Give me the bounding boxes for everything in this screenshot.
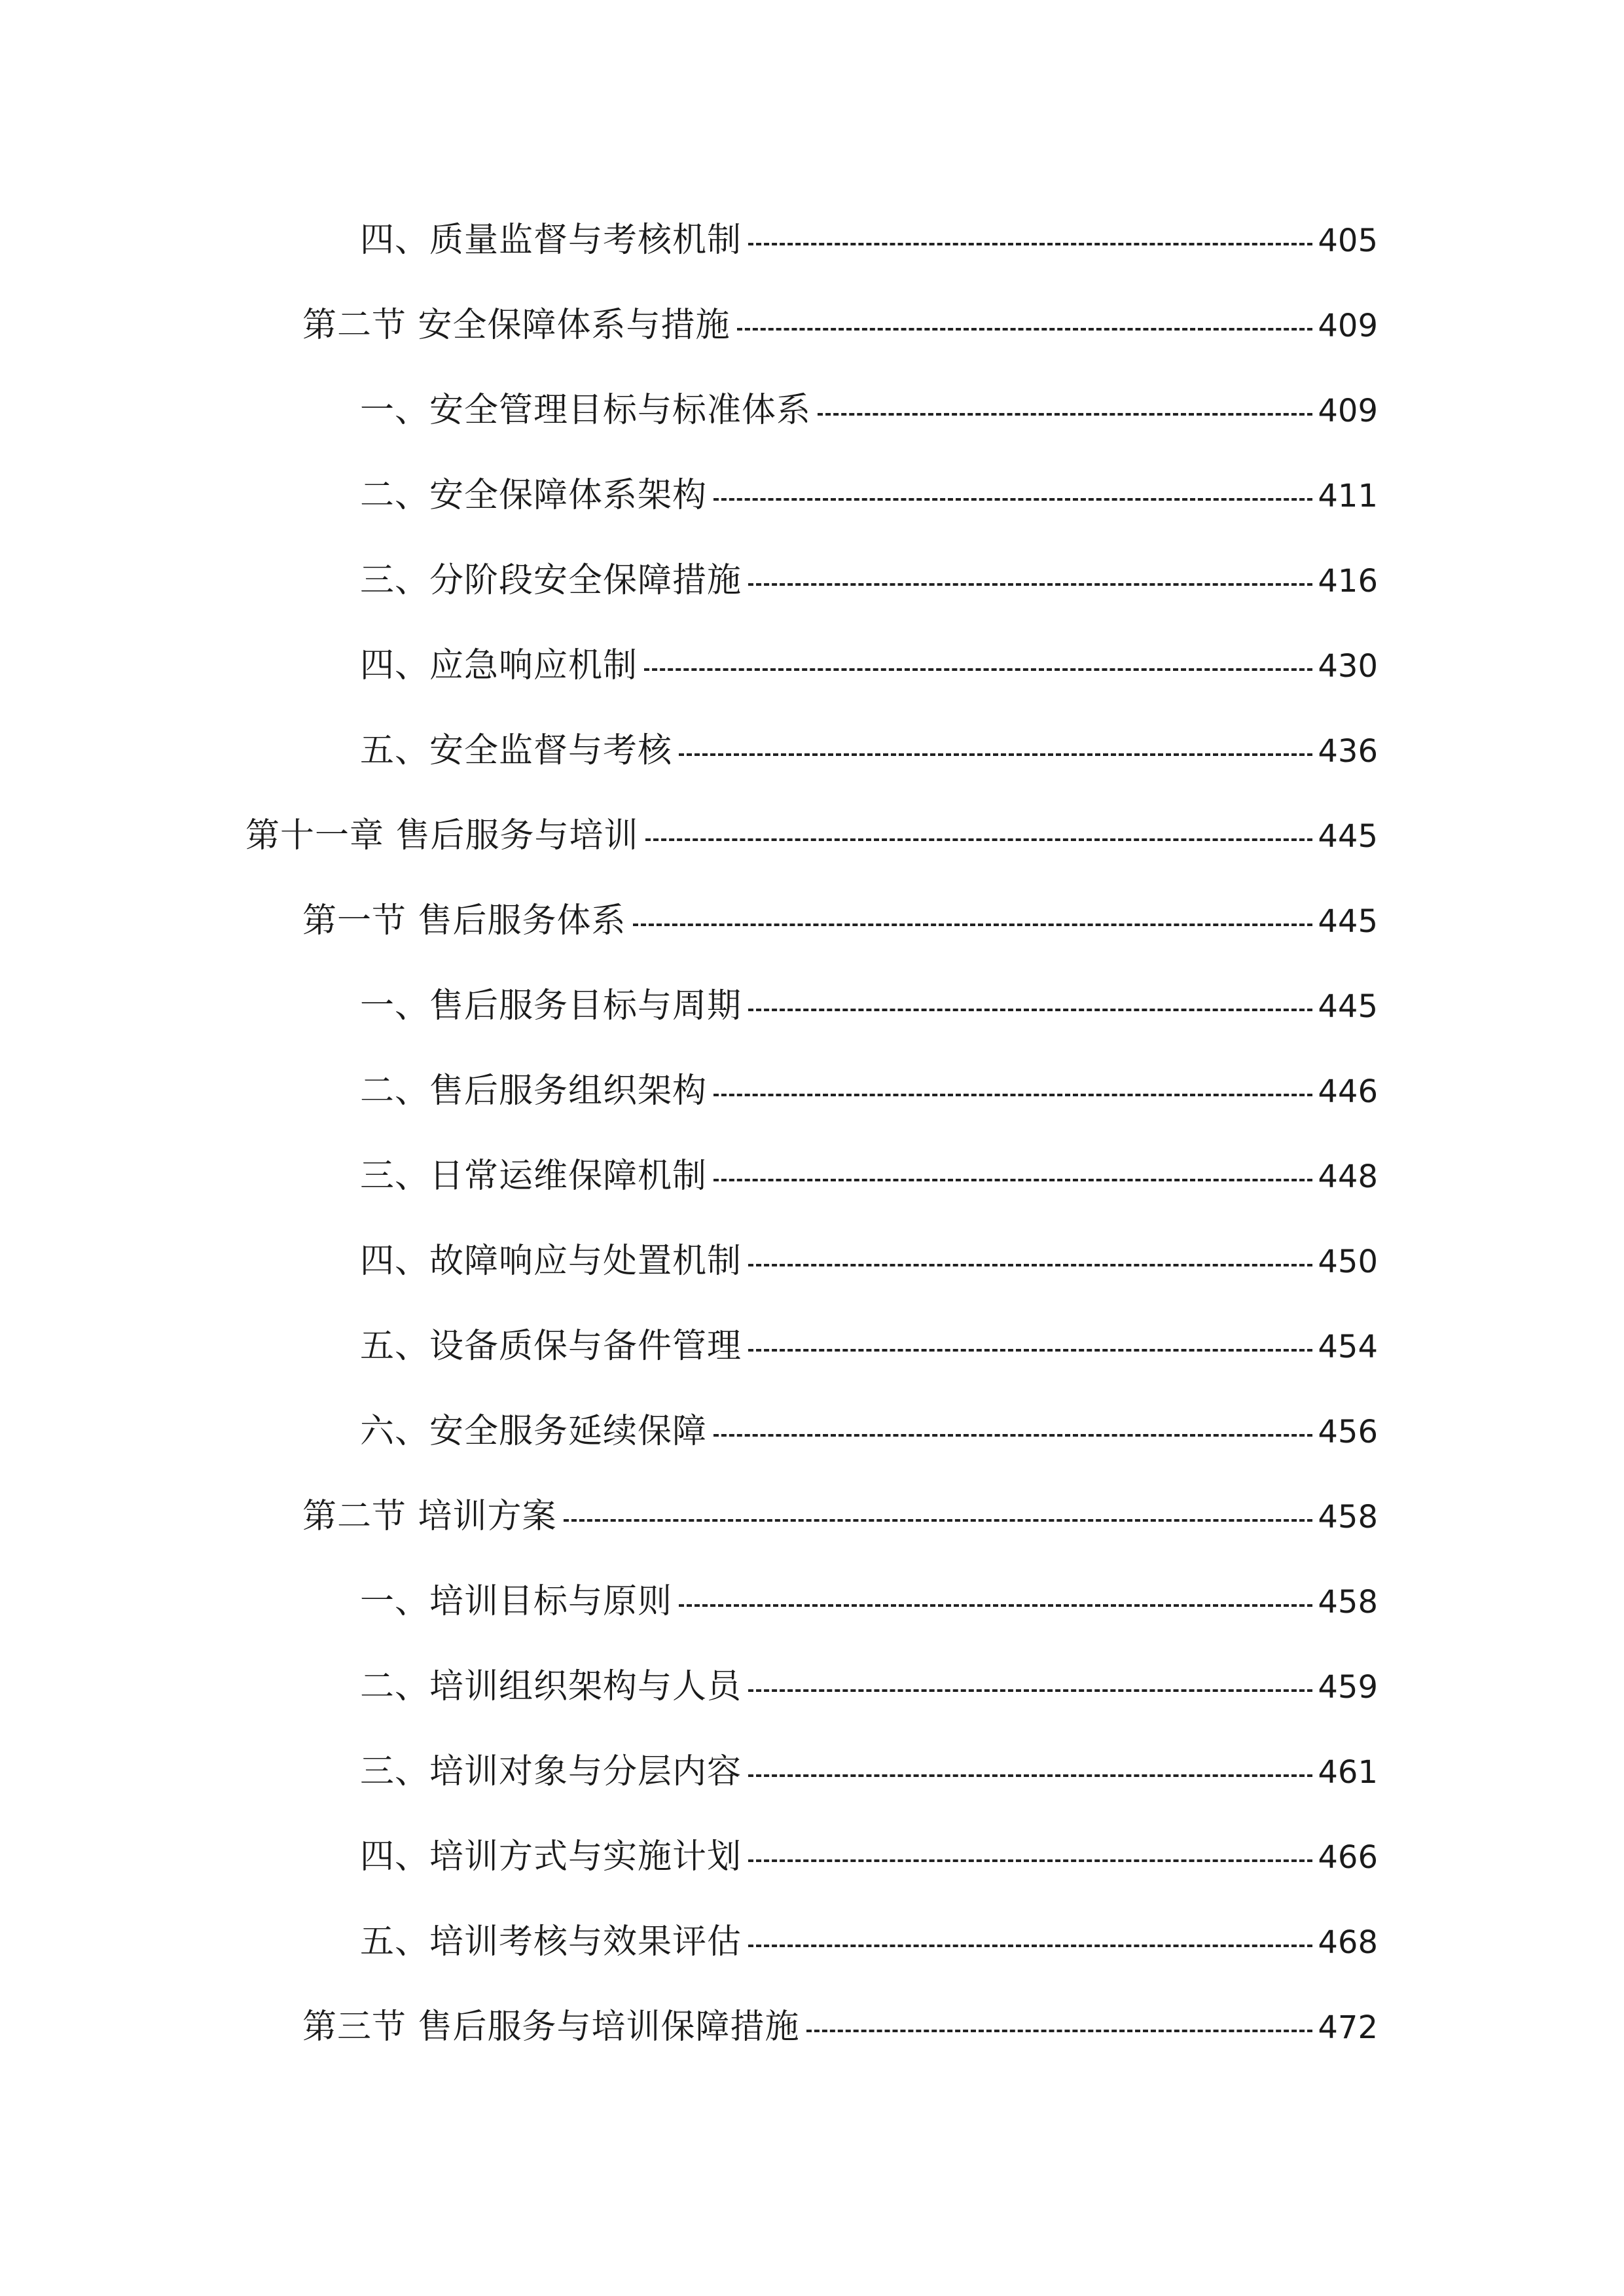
toc-dot-leader xyxy=(644,668,1312,671)
toc-entry-page: 458 xyxy=(1318,1499,1378,1535)
toc-dot-leader xyxy=(713,1094,1312,1096)
toc-entry[interactable] xyxy=(360,1320,1378,1372)
toc-entry-title: 五、安全监督与考核 xyxy=(360,731,673,770)
toc-dot-leader xyxy=(748,1009,1312,1011)
toc-dot-leader xyxy=(806,2030,1313,2032)
toc-dot-leader xyxy=(748,1774,1312,1777)
toc-dot-leader xyxy=(737,328,1313,331)
toc-entry-title: 六、安全服务延续保障 xyxy=(360,1412,708,1451)
toc-entry[interactable] xyxy=(360,1916,1378,1968)
toc-dot-leader xyxy=(818,413,1312,416)
toc-dot-leader xyxy=(679,753,1312,756)
toc-entry-page: 436 xyxy=(1318,733,1378,770)
toc-entry-page: 450 xyxy=(1318,1244,1378,1280)
toc-entry-page: 430 xyxy=(1318,648,1378,685)
toc-entry[interactable] xyxy=(360,469,1378,522)
toc-entry-title: 三、分阶段安全保障措施 xyxy=(360,561,742,600)
toc-entry-title: 一、售后服务目标与周期 xyxy=(360,986,742,1026)
toc-entry[interactable] xyxy=(360,639,1378,692)
toc-entry-page: 472 xyxy=(1318,2009,1378,2046)
toc-entry[interactable] xyxy=(360,1065,1378,1117)
toc-entry-page: 445 xyxy=(1318,903,1378,940)
toc-entry-page: 409 xyxy=(1318,308,1378,344)
toc-entry[interactable] xyxy=(360,384,1378,437)
toc-dot-leader xyxy=(748,1689,1312,1692)
toc-entry[interactable] xyxy=(302,2001,1378,2053)
toc-entry-page: 448 xyxy=(1318,1158,1378,1195)
toc-entry[interactable] xyxy=(360,1746,1378,1798)
toc-entry[interactable] xyxy=(360,1660,1378,1713)
toc-entry-title: 第一节 售后服务体系 xyxy=(302,901,626,941)
toc-entry-title: 二、安全保障体系架构 xyxy=(360,476,708,515)
toc-entry-page: 445 xyxy=(1318,988,1378,1025)
toc-entry-page: 454 xyxy=(1318,1329,1378,1365)
toc-entry-page: 405 xyxy=(1318,223,1378,259)
toc-entry-page: 468 xyxy=(1318,1924,1378,1961)
toc-dot-leader xyxy=(748,583,1312,586)
toc-entry-page: 459 xyxy=(1318,1669,1378,1706)
toc-entry-page: 466 xyxy=(1318,1839,1378,1876)
toc-entry-title: 二、售后服务组织架构 xyxy=(360,1071,708,1111)
toc-dot-leader xyxy=(564,1519,1313,1522)
toc-dot-leader xyxy=(679,1604,1312,1607)
toc-entry-title: 第三节 售后服务与培训保障措施 xyxy=(302,2007,800,2047)
toc-entry-title: 第二节 安全保障体系与措施 xyxy=(302,306,731,345)
toc-entry[interactable] xyxy=(360,554,1378,607)
toc-dot-leader xyxy=(748,1349,1312,1352)
toc-entry-title: 一、安全管理目标与标准体系 xyxy=(360,391,812,430)
toc-entry[interactable] xyxy=(360,1235,1378,1287)
toc-entry-title: 五、设备质保与备件管理 xyxy=(360,1327,742,1366)
toc-dot-leader xyxy=(713,1434,1312,1437)
toc-dot-leader xyxy=(713,498,1312,501)
toc-dot-leader xyxy=(748,1264,1312,1266)
toc-dot-leader xyxy=(633,924,1313,926)
toc-dot-leader xyxy=(748,243,1312,245)
toc-entry-title: 四、培训方式与实施计划 xyxy=(360,1837,742,1876)
toc-dot-leader xyxy=(713,1179,1312,1181)
toc-entry[interactable] xyxy=(360,1831,1378,1883)
toc-entry-title: 四、质量监督与考核机制 xyxy=(360,221,742,260)
toc-entry-title: 四、故障响应与处置机制 xyxy=(360,1242,742,1281)
toc-entry[interactable] xyxy=(360,214,1378,266)
toc-entry-page: 416 xyxy=(1318,563,1378,600)
toc-entry-page: 411 xyxy=(1318,478,1378,514)
toc-entry-title: 一、培训目标与原则 xyxy=(360,1582,673,1621)
toc-entry-title: 四、应急响应机制 xyxy=(360,646,638,685)
toc-entry[interactable] xyxy=(360,1405,1378,1458)
toc-entry-title: 三、日常运维保障机制 xyxy=(360,1157,708,1196)
toc-dot-leader xyxy=(645,838,1313,841)
toc-entry[interactable] xyxy=(302,299,1378,351)
toc-entry-title: 第十一章 售后服务与培训 xyxy=(245,816,639,855)
toc-entry-title: 三、培训对象与分层内容 xyxy=(360,1752,742,1791)
toc-entry[interactable] xyxy=(360,725,1378,777)
toc-dot-leader xyxy=(748,1859,1312,1862)
toc-entry-page: 461 xyxy=(1318,1754,1378,1791)
toc-entry-page: 446 xyxy=(1318,1073,1378,1110)
toc-entry[interactable] xyxy=(360,1150,1378,1202)
toc-entry-title: 二、培训组织架构与人员 xyxy=(360,1667,742,1706)
toc-entry[interactable] xyxy=(360,980,1378,1032)
toc-entry[interactable] xyxy=(302,1490,1378,1543)
toc-entry-page: 456 xyxy=(1318,1414,1378,1450)
toc-entry[interactable] xyxy=(360,1575,1378,1628)
toc-dot-leader xyxy=(748,1945,1312,1947)
toc-entry-page: 458 xyxy=(1318,1584,1378,1621)
toc-entry-title: 第二节 培训方案 xyxy=(302,1497,557,1536)
toc-entry[interactable] xyxy=(302,895,1378,947)
toc-entry-page: 445 xyxy=(1318,818,1378,855)
toc-entry[interactable] xyxy=(245,810,1378,862)
toc-entry-title: 五、培训考核与效果评估 xyxy=(360,1922,742,1962)
toc-entry-page: 409 xyxy=(1318,393,1378,429)
